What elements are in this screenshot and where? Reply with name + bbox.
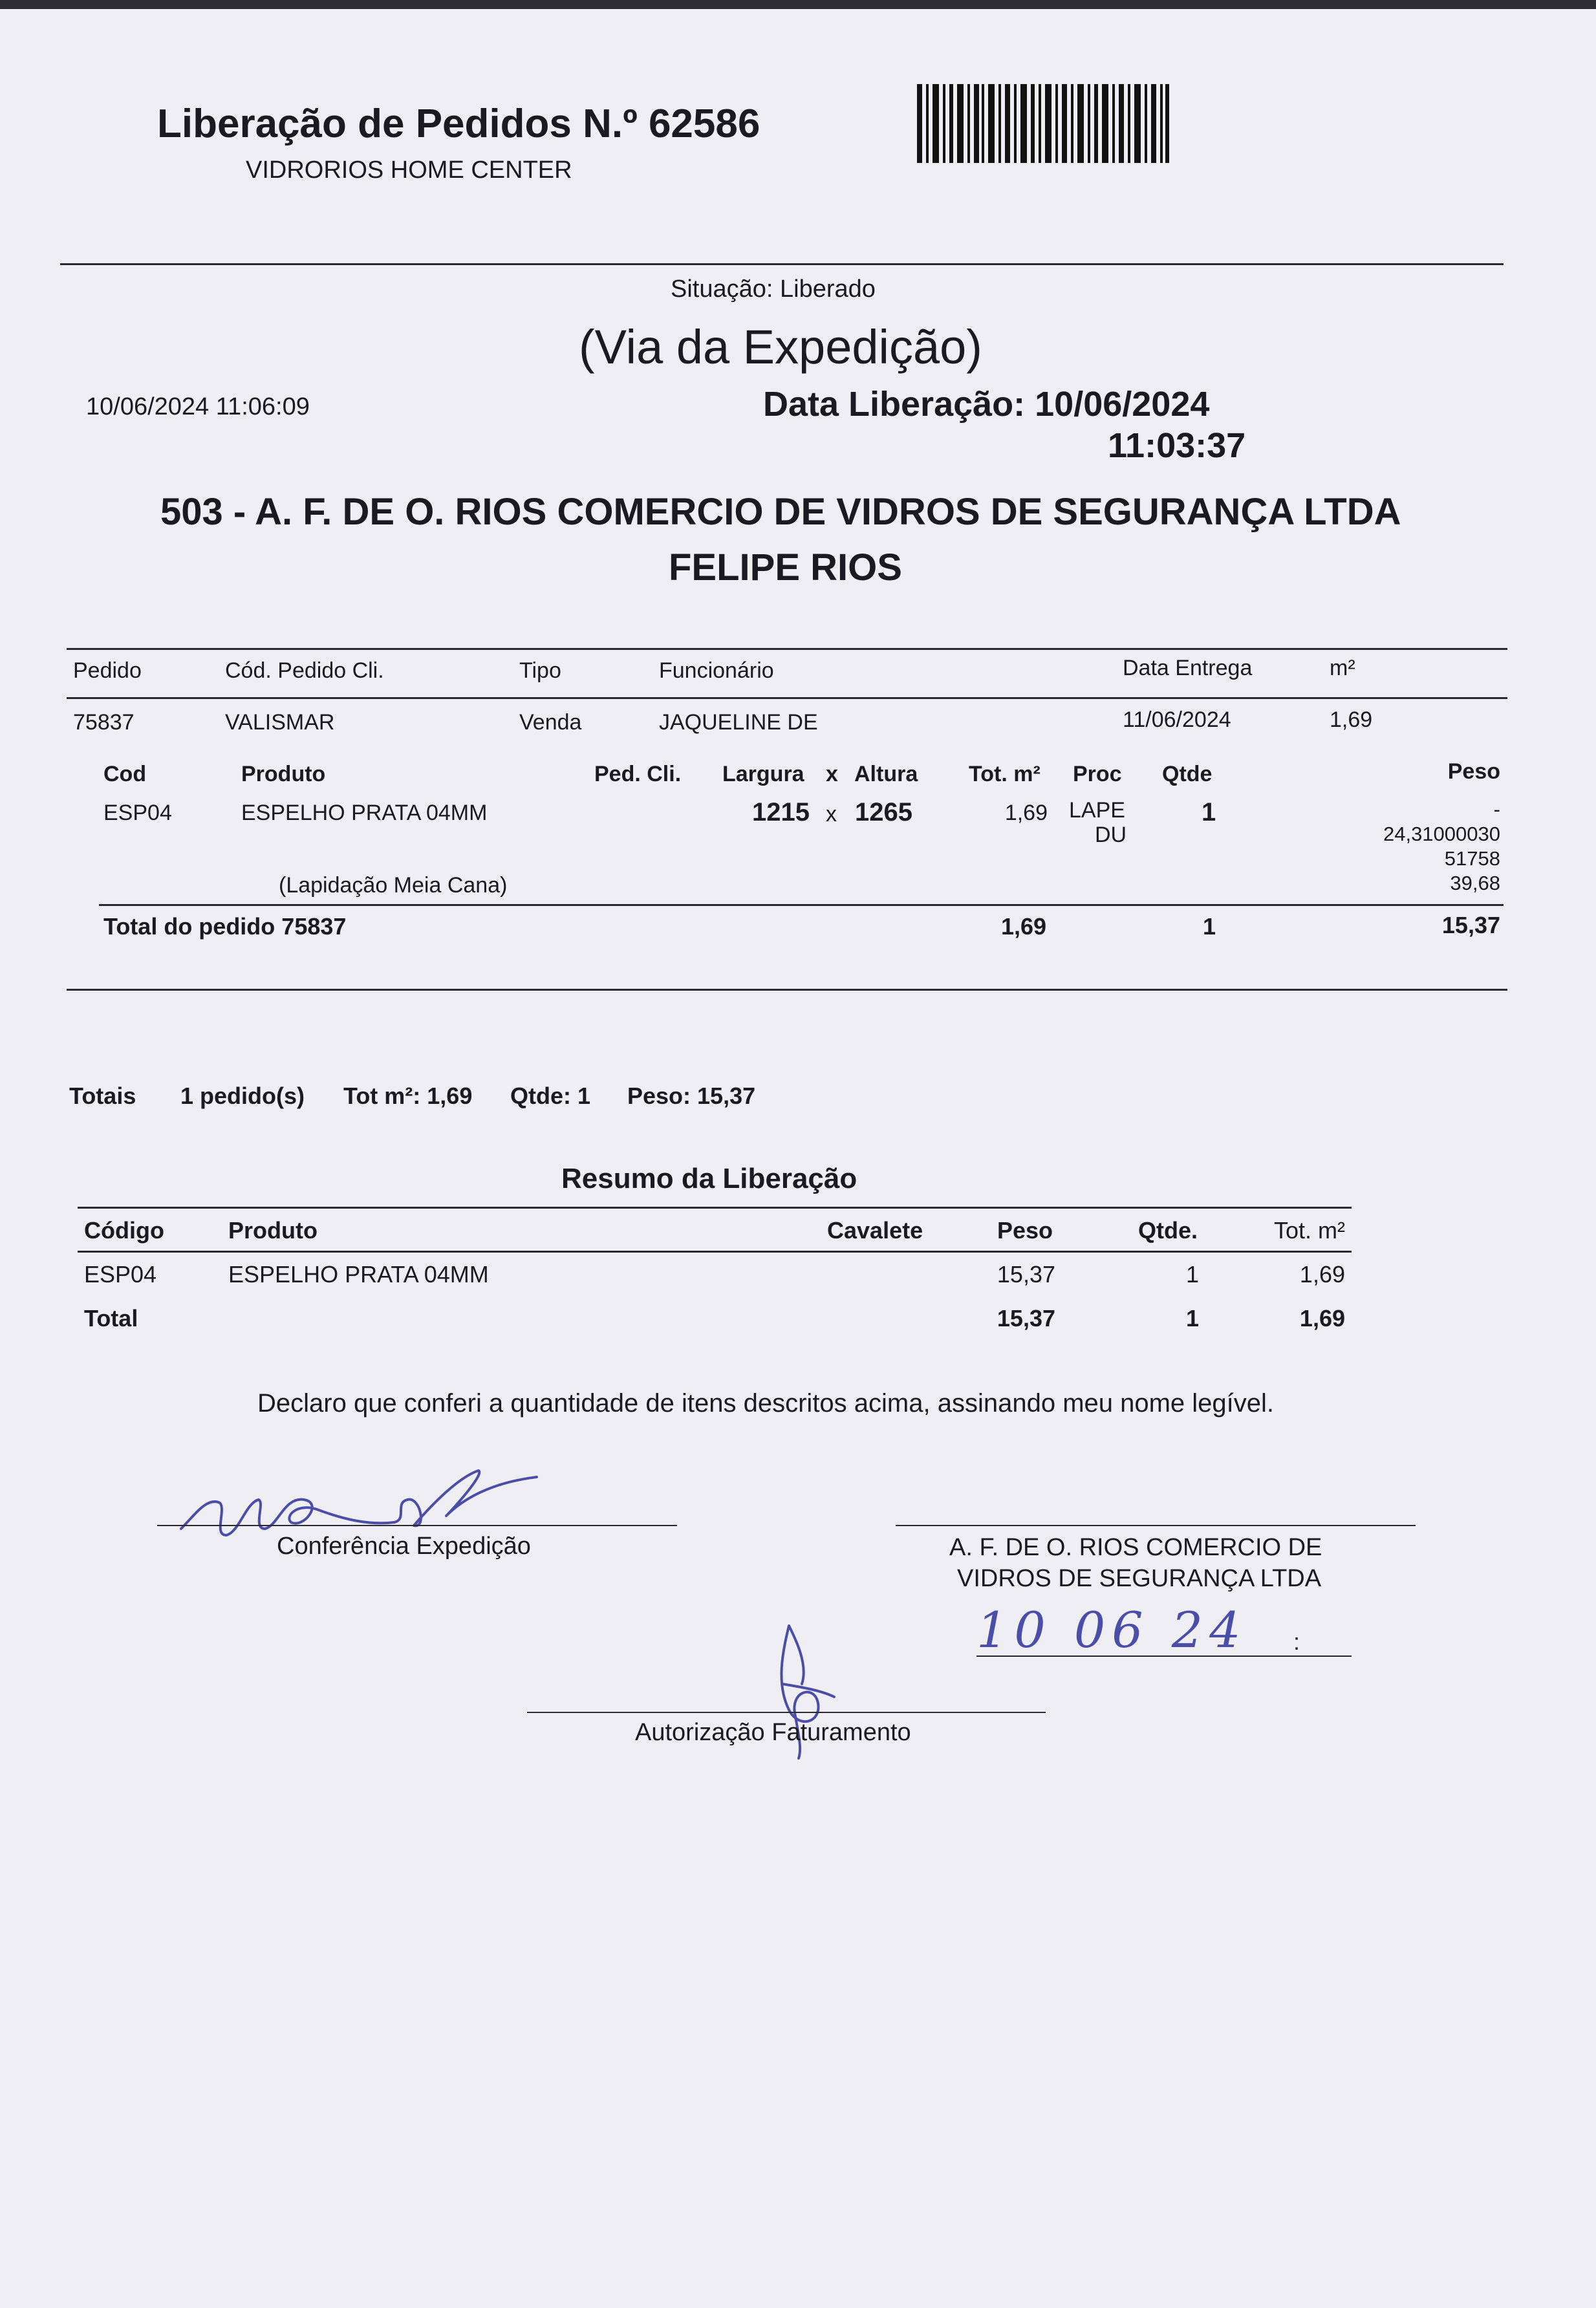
handwritten-date: 10 06 24	[976, 1601, 1247, 1659]
conferencia-label: Conferência Expedição	[277, 1533, 531, 1560]
item-col-largura: Largura	[722, 762, 804, 786]
totais-tot-m2: Tot m²: 1,69	[343, 1083, 473, 1109]
resumo-row-qtde: 1	[1185, 1261, 1199, 1288]
order-header-rule	[67, 697, 1507, 699]
resumo-row-codigo: ESP04	[84, 1261, 157, 1288]
resumo-total-peso: 15,37	[997, 1305, 1055, 1332]
situacao-text: Situação: Liberado	[671, 275, 876, 303]
totais-label: Totais	[69, 1083, 136, 1109]
order-total-m2: 1,69	[1001, 913, 1047, 940]
item-col-x: x	[826, 762, 838, 786]
order-funcionario: JAQUELINE DE	[659, 710, 818, 735]
document-page	[0, 9, 1596, 2308]
date-line	[976, 1656, 1352, 1657]
item-peso-line4: 39,68	[1450, 872, 1500, 894]
client-sign-line	[896, 1525, 1416, 1526]
item-col-proc: Proc	[1073, 762, 1122, 786]
client-sign-line2: VIDROS DE SEGURANÇA LTDA	[957, 1565, 1322, 1592]
resumo-col-produto: Produto	[228, 1217, 318, 1244]
resumo-col-tot-m2: Tot. m²	[1273, 1217, 1345, 1244]
conferencia-line	[157, 1525, 677, 1526]
declaration-text: Declaro que conferi a quantidade de itens descritos acima, assinando meu nome legível.	[257, 1389, 1275, 1418]
totais-qtde: Qtde: 1	[510, 1083, 591, 1109]
item-largura: 1215	[752, 798, 810, 826]
resumo-col-codigo: Código	[84, 1217, 164, 1244]
resumo-top-rule	[78, 1207, 1352, 1209]
order-table-top-rule	[67, 648, 1507, 650]
col-data-entrega: Data Entrega	[1123, 656, 1253, 680]
order-tipo: Venda	[519, 710, 582, 735]
item-col-altura: Altura	[854, 762, 918, 786]
client-sign-line1: A. F. DE O. RIOS COMERCIO DE	[949, 1534, 1322, 1561]
item-peso-line2: 24,31000030	[1383, 823, 1500, 845]
order-total-label: Total do pedido 75837	[103, 913, 347, 940]
item-total-rule	[99, 904, 1504, 906]
order-m2: 1,69	[1330, 707, 1373, 732]
col-cod-pedido-cli: Cód. Pedido Cli.	[225, 658, 384, 683]
item-col-tot-m2: Tot. m²	[969, 762, 1041, 786]
item-col-qtde: Qtde	[1162, 762, 1213, 786]
item-cod: ESP04	[103, 801, 172, 825]
company-name: VIDRORIOS HOME CENTER	[246, 156, 572, 184]
header-divider	[60, 263, 1504, 265]
resumo-row-produto: ESPELHO PRATA 04MM	[228, 1261, 489, 1288]
resumo-row-tot-m2: 1,69	[1299, 1261, 1345, 1288]
item-col-ped-cli: Ped. Cli.	[594, 762, 682, 786]
resumo-col-qtde: Qtde.	[1138, 1217, 1198, 1244]
resumo-header-rule	[78, 1251, 1352, 1253]
order-total-peso: 15,37	[1441, 912, 1500, 938]
client-name: 503 - A. F. DE O. RIOS COMERCIO DE VIDROS DE SEGURANÇA LTDA	[160, 491, 1401, 533]
col-tipo: Tipo	[519, 658, 561, 683]
via-expedicao: (Via da Expedição)	[579, 320, 982, 374]
col-funcionario: Funcionário	[659, 658, 774, 683]
item-proc-line1: LAPE	[1069, 798, 1125, 823]
resumo-col-peso: Peso	[997, 1217, 1053, 1244]
col-m2: m²	[1330, 656, 1355, 680]
totais-pedidos: 1 pedido(s)	[180, 1083, 305, 1109]
item-produto: ESPELHO PRATA 04MM	[241, 801, 488, 825]
autorizacao-label: Autorização Faturamento	[635, 1719, 911, 1746]
order-data-entrega: 11/06/2024	[1123, 707, 1231, 732]
barcode-icon	[917, 84, 1169, 163]
autorizacao-line	[527, 1712, 1046, 1713]
date-tail: :	[1293, 1628, 1300, 1655]
data-liberacao-time: 11:03:37	[1108, 426, 1246, 465]
item-peso-line1: -	[1493, 798, 1500, 821]
totais-peso: Peso: 15,37	[627, 1083, 756, 1109]
item-altura: 1265	[855, 798, 912, 826]
item-tot-m2: 1,69	[1004, 801, 1048, 825]
item-qtde: 1	[1202, 798, 1216, 826]
resumo-col-cavalete: Cavalete	[827, 1217, 923, 1244]
data-liberacao: Data Liberação: 10/06/2024	[763, 385, 1210, 424]
order-cod-pedido-cli: VALISMAR	[225, 710, 335, 735]
item-obs: (Lapidação Meia Cana)	[279, 873, 508, 898]
resumo-title: Resumo da Liberação	[561, 1163, 857, 1194]
item-col-peso: Peso	[1447, 759, 1500, 784]
resumo-total-label: Total	[84, 1305, 138, 1332]
item-peso-line3: 51758	[1444, 847, 1500, 870]
client-contact: FELIPE RIOS	[669, 546, 902, 588]
order-pedido: 75837	[73, 710, 135, 735]
col-pedido: Pedido	[73, 658, 142, 683]
document-title: Liberação de Pedidos N.º 62586	[157, 102, 760, 146]
print-datetime: 10/06/2024 11:06:09	[86, 393, 310, 420]
resumo-total-tot-m2: 1,69	[1299, 1305, 1345, 1332]
item-col-produto: Produto	[241, 762, 326, 786]
order-table-bottom-rule	[67, 989, 1507, 991]
order-total-qtde: 1	[1203, 913, 1216, 940]
resumo-total-qtde: 1	[1185, 1305, 1199, 1332]
item-x: x	[826, 802, 837, 826]
resumo-row-peso: 15,37	[997, 1261, 1055, 1288]
item-proc-line2: DU	[1095, 823, 1127, 847]
item-col-cod: Cod	[103, 762, 147, 786]
